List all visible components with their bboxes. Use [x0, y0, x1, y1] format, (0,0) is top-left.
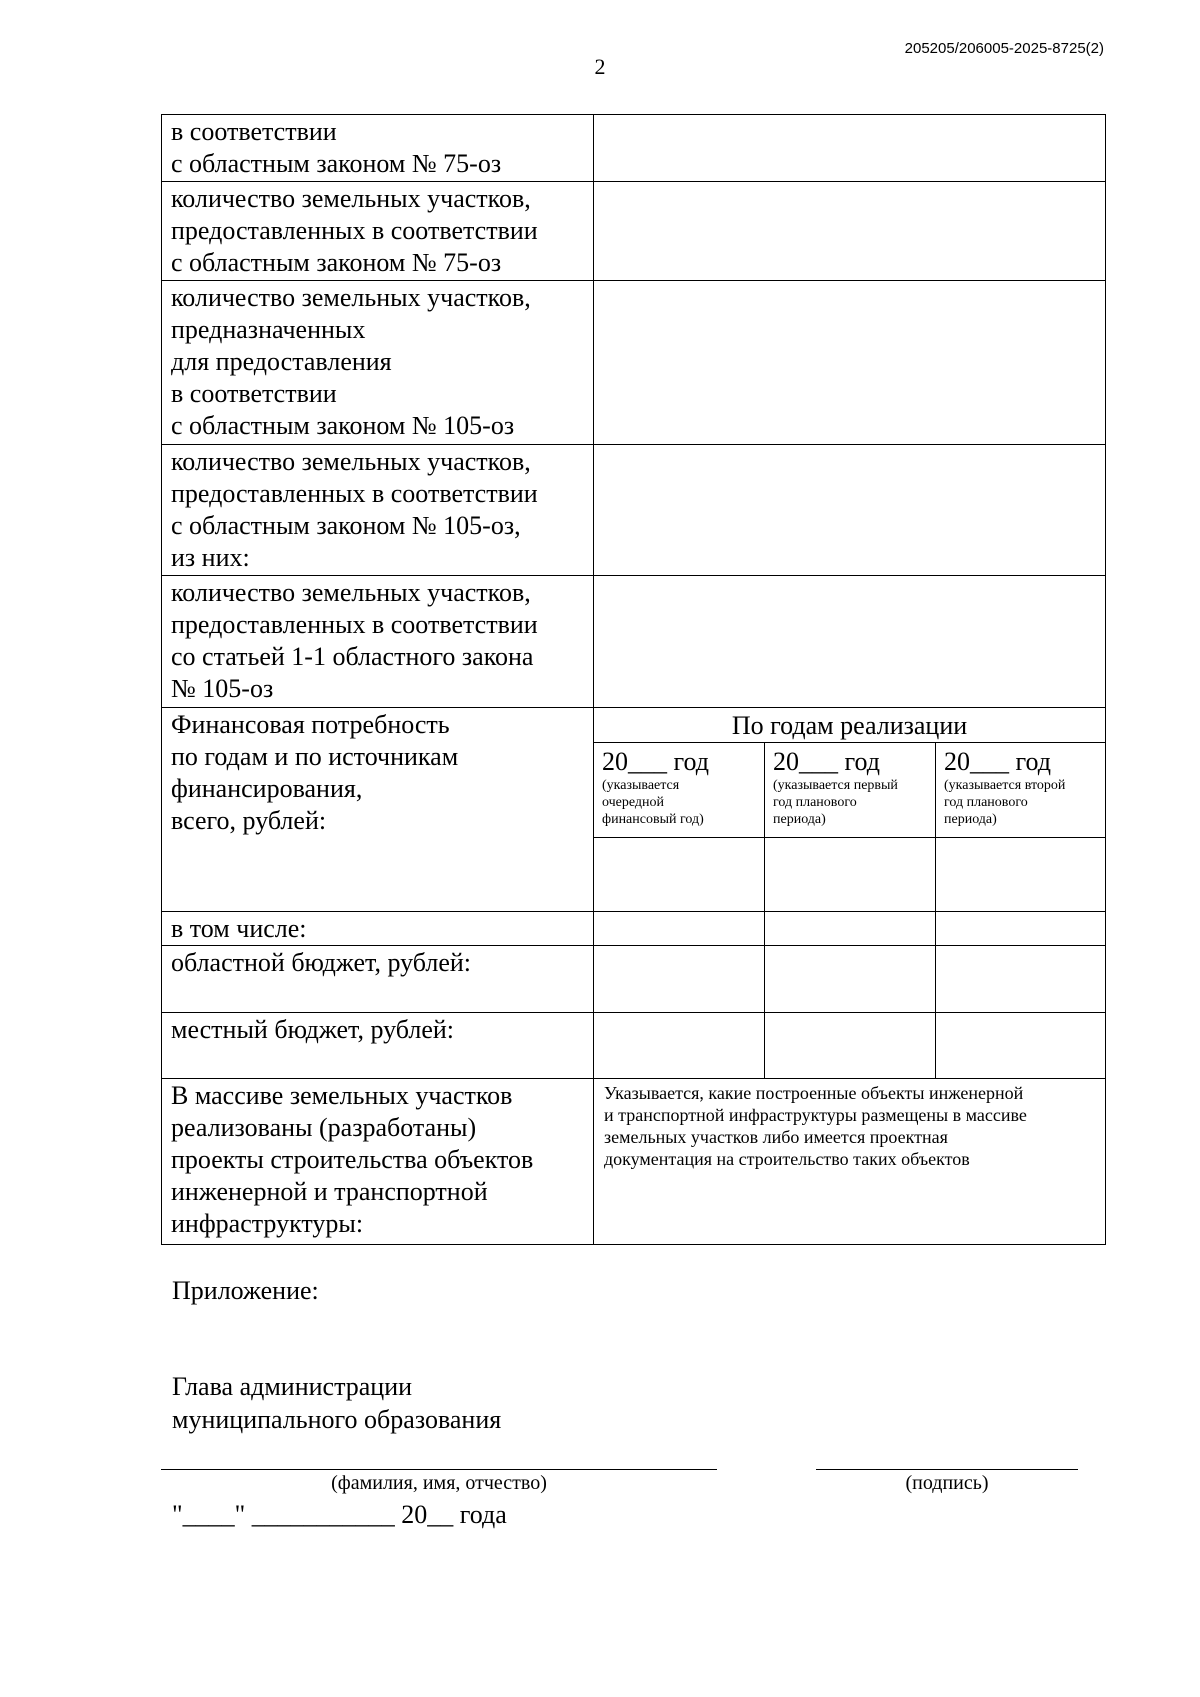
head-title-line-2: муниципального образования: [172, 1405, 502, 1434]
row-label: в соответствии с областным законом № 75-оз: [162, 115, 594, 182]
regional-budget-label: областной бюджет, рублей:: [162, 946, 594, 1013]
financial-label: Финансовая потребность по годам и по источникам финансирования, всего, рублей:: [162, 708, 594, 912]
years-header: По годам реализации: [594, 708, 1106, 743]
page-number: 2: [594, 54, 606, 79]
table-row: [162, 576, 1106, 708]
infrastructure-row: [162, 1079, 1106, 1245]
head-title-line-1: Глава администрации: [172, 1372, 413, 1401]
financial-header-row: [162, 708, 1106, 743]
row-label: количество земельных участков, предоставленных в соответствии с областным законом № 75-оз: [162, 182, 594, 281]
total-year-2-cell[interactable]: [765, 838, 936, 912]
including-row: [162, 912, 1106, 946]
table-row: [162, 445, 1106, 576]
local-year-3-cell[interactable]: [936, 1013, 1106, 1079]
infrastructure-label: В массиве земельных участков реализованы (разработаны) проекты строительства объектов инженерной и транспортной инфраструктуры:: [162, 1079, 594, 1245]
regional-year-3-cell[interactable]: [936, 946, 1106, 1013]
value-cell[interactable]: [594, 445, 1106, 576]
date-line[interactable]: "____" ___________ 20__ года: [172, 1500, 507, 1529]
signature-caption: (подпись): [905, 1472, 989, 1494]
value-cell[interactable]: [594, 182, 1106, 281]
local-budget-label: местный бюджет, рублей:: [162, 1013, 594, 1079]
row-label: количество земельных участков, предназначенных для предоставления в соответствии с областным законом № 105-оз: [162, 281, 594, 445]
value-cell[interactable]: [594, 912, 765, 946]
name-caption: (фамилия, имя, отчество): [331, 1472, 547, 1494]
year-column-3: 20___ год (указывается второй год планового периода): [936, 743, 1106, 838]
local-budget-row: [162, 1013, 1106, 1079]
year-column-1: 20___ год (указывается очередной финансовый год): [594, 743, 765, 838]
local-year-1-cell[interactable]: [594, 1013, 765, 1079]
regional-year-1-cell[interactable]: [594, 946, 765, 1013]
total-year-1-cell[interactable]: [594, 838, 765, 912]
value-cell[interactable]: [594, 281, 1106, 445]
local-year-2-cell[interactable]: [765, 1013, 936, 1079]
signature-line[interactable]: [816, 1469, 1078, 1470]
total-year-3-cell[interactable]: [936, 838, 1106, 912]
table-row: [162, 115, 1106, 182]
year-column-2: 20___ год (указывается первый год планового периода): [765, 743, 936, 838]
value-cell[interactable]: [594, 576, 1106, 708]
regional-budget-row: [162, 946, 1106, 1013]
regional-year-2-cell[interactable]: [765, 946, 936, 1013]
value-cell[interactable]: [594, 115, 1106, 182]
table-row: [162, 182, 1106, 281]
including-label: в том числе:: [162, 912, 594, 946]
document-id: 205205/206005-2025-8725(2): [904, 40, 1104, 57]
row-label: количество земельных участков, предоставленных в соответствии со статьей 1-1 областного закона № 105-оз: [162, 576, 594, 708]
row-label: количество земельных участков, предоставленных в соответствии с областным законом № 105-оз, из них:: [162, 445, 594, 576]
value-cell[interactable]: [765, 912, 936, 946]
land-plots-table: [161, 114, 1106, 1245]
appendix-label: Приложение:: [172, 1276, 319, 1305]
table-row: [162, 281, 1106, 445]
value-cell[interactable]: [936, 912, 1106, 946]
name-signature-line[interactable]: [161, 1469, 717, 1470]
infrastructure-note[interactable]: Указывается, какие построенные объекты инженерной и транспортной инфраструктуры размещены в массиве земельных участков либо имеется проектная документация на строительство таких объектов: [594, 1079, 1106, 1245]
